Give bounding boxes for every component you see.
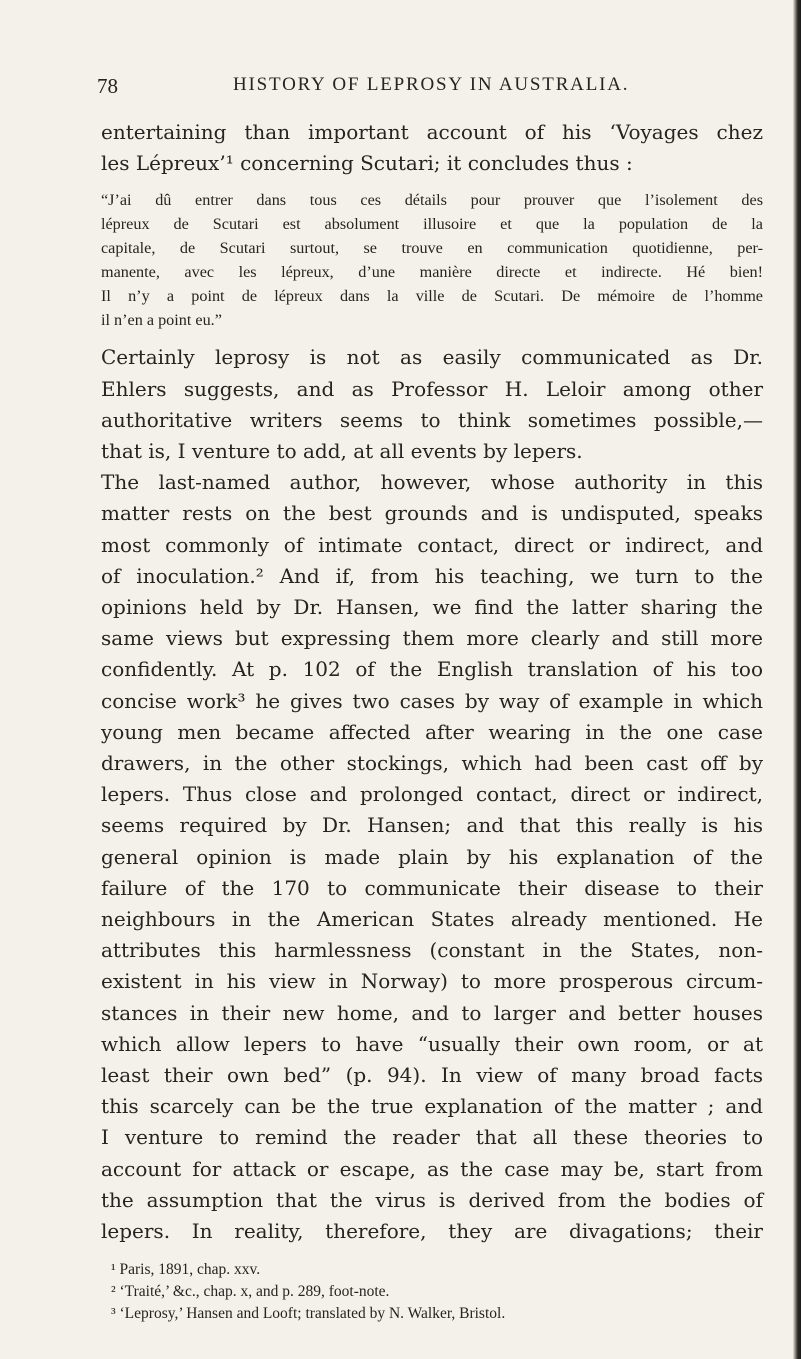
quote-line: capitale, de Scutari surtout, se trouve en communication quotidienne, per- (101, 239, 763, 258)
text-line: existent in his view in Norway) to more prosperous circum- (101, 969, 763, 994)
quote-line: manente, avec les lépreux, d’une manière directe et indirecte. Hé bien! (101, 263, 763, 282)
quote-line: “J’ai dû entrer dans tous ces détails pour prouver que l’isolement des (101, 191, 763, 210)
quote-line: il n’en a point eu.” (101, 311, 222, 330)
quote-line: Il n’y a point de lépreux dans la ville de Scutari. De mémoire de l’homme (101, 287, 763, 306)
text-line: matter rests on the best grounds and is undisputed, speaks (101, 501, 763, 526)
footnote: ² ‘Traité,’ &c., chap. x, and p. 289, foot-note. (111, 1283, 390, 1301)
text-line: neighbours in the American States already mentioned. He (101, 907, 763, 932)
footnote: ³ ‘Leprosy,’ Hansen and Looft; translated by N. Walker, Bristol. (111, 1305, 506, 1323)
footnote: ¹ Paris, 1891, chap. xxv. (111, 1261, 261, 1279)
text-line: that is, I venture to add, at all events by lepers. (101, 439, 583, 464)
text-line: stances in their new home, and to larger and better houses (101, 1000, 763, 1025)
text-line: confidently. At p. 102 of the English translation of his too (101, 657, 763, 682)
text-line: most commonly of intimate contact, direct or indirect, and (101, 532, 763, 557)
text-line: account for attack or escape, as the case may be, start from (101, 1156, 763, 1181)
page-edge (793, 0, 801, 1359)
text-line: least their own bed” (p. 94). In view of many broad facts (101, 1063, 763, 1088)
text-line: lepers. In reality, therefore, they are divagations; their (101, 1219, 763, 1244)
text-line: the assumption that the virus is derived from the bodies of (101, 1187, 763, 1212)
text-line: of inoculation.² And if, from his teaching, we turn to the (101, 563, 763, 588)
page-number: 78 (97, 74, 118, 98)
quote-line: lépreux de Scutari est absolument illusoire et que la population de la (101, 215, 763, 234)
text-line: I venture to remind the reader that all these theories to (101, 1125, 763, 1150)
text-line: les Lépreux’¹ concerning Scutari; it concludes thus : (101, 151, 633, 176)
french-quotation (101, 188, 763, 332)
text-line: The last-named author, however, whose authority in this (101, 470, 763, 495)
text-line: young men became affected after wearing in the one case (101, 719, 763, 744)
text-line: opinions held by Dr. Hansen, we find the latter sharing the (101, 595, 763, 620)
paragraph-1 (101, 117, 763, 179)
text-line: same views but expressing them more clearly and still more (101, 626, 763, 651)
footnotes (101, 1259, 763, 1325)
page-header (0, 74, 801, 104)
text-line: failure of the 170 to communicate their disease to their (101, 875, 763, 900)
text-line: this scarcely can be the true explanation of the matter ; and (101, 1094, 763, 1119)
text-line: attributes this harmlessness (constant in the States, non- (101, 938, 763, 963)
text-line: which allow lepers to have “usually their own room, or at (101, 1031, 763, 1056)
page-body (101, 117, 763, 1325)
text-line: authoritative writers seems to think sometimes possible,— (101, 407, 763, 432)
running-head: HISTORY OF LEPROSY IN AUSTRALIA. (233, 74, 630, 95)
text-line: lepers. Thus close and prolonged contact, direct or indirect, (101, 782, 763, 807)
text-line: drawers, in the other stockings, which had been cast off by (101, 751, 763, 776)
text-line: general opinion is made plain by his explanation of the (101, 844, 763, 869)
text-line: Certainly leprosy is not as easily communicated as Dr. (101, 345, 763, 370)
text-line: Ehlers suggests, and as Professor H. Leloir among other (101, 376, 763, 401)
text-line: entertaining than important account of his ‘Voyages chez (101, 120, 763, 144)
paragraph-2 (101, 342, 763, 1247)
text-line: concise work³ he gives two cases by way of example in which (101, 688, 763, 713)
text-line: seems required by Dr. Hansen; and that this really is his (101, 813, 763, 838)
